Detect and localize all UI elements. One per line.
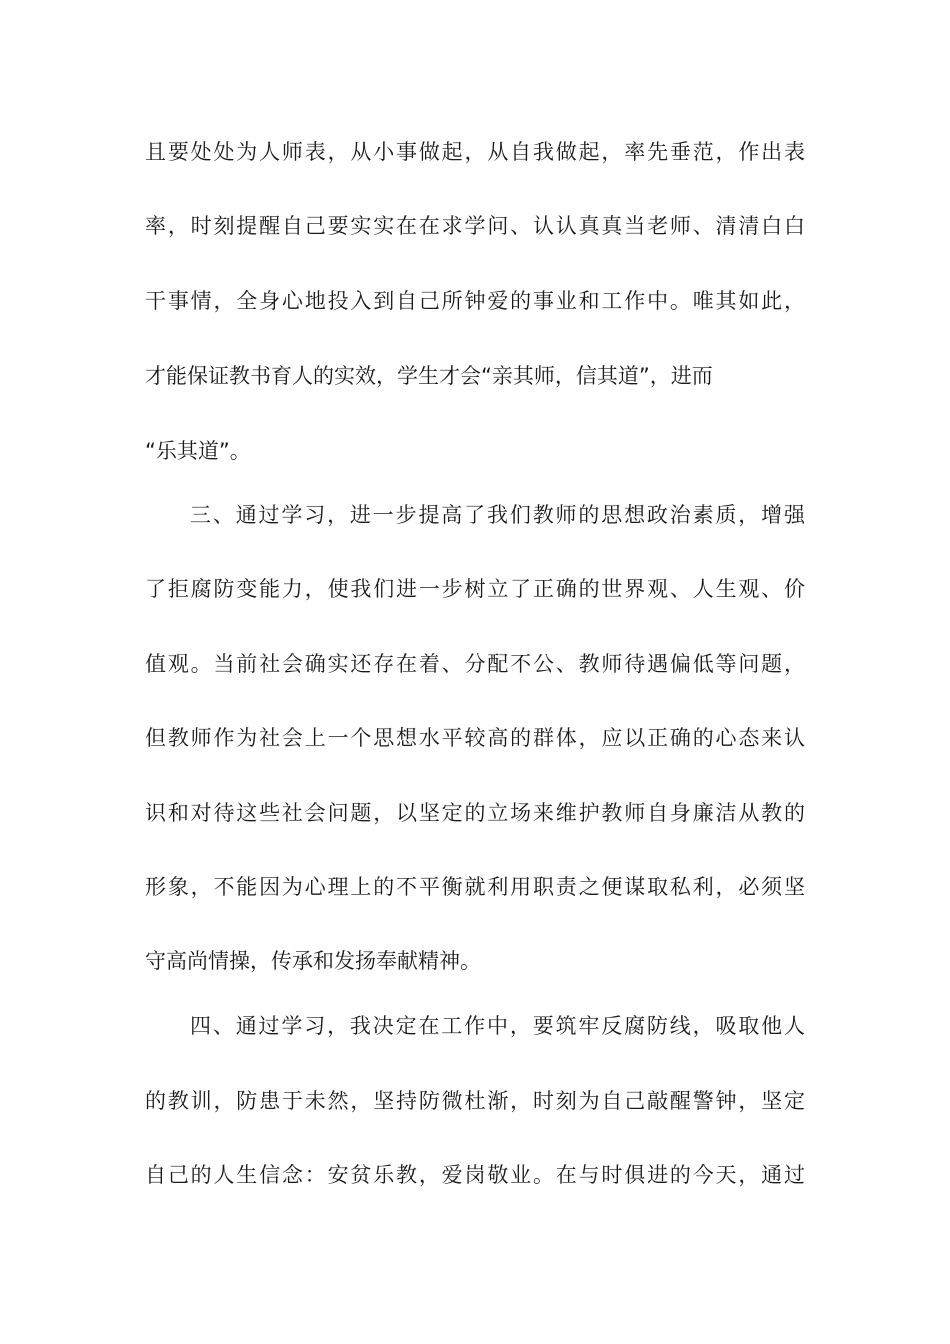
text-line: 了拒腐防变能力，使我们进一步树立了正确的世界观、人生观、价 <box>145 577 805 601</box>
text-line: “乐其道”。 <box>145 439 251 463</box>
text-line: 的教训，防患于未然，坚持防微杜渐，时刻为自己敲醒警钟，坚定 <box>145 1089 805 1113</box>
text-line: 值观。当前社会确实还存在着、分配不公、教师待遇偏低等问题， <box>145 652 805 676</box>
text-line: 干事情，全身心地投入到自己所钟爱的事业和工作中。唯其如此， <box>145 289 805 313</box>
paragraph-first-line: 三、通过学习，进一步提高了我们教师的思想政治素质，增强 <box>190 503 805 527</box>
text-line: 自己的人生信念：安贫乐教，爱岗敬业。在与时俱进的今天，通过 <box>145 1163 805 1187</box>
paragraph-first-line: 四、通过学习，我决定在工作中，要筑牢反腐防线，吸取他人 <box>190 1014 805 1038</box>
text-line: 才能保证教书育人的实效，学生才会“亲其师，信其道”，进而 <box>145 364 713 388</box>
text-line: 守高尚情操，传承和发扬奉献精神。 <box>145 949 481 973</box>
text-line: 识和对待这些社会问题，以坚定的立场来维护教师自身廉洁从教的 <box>145 801 805 825</box>
text-line: 且要处处为人师表，从小事做起，从自我做起，率先垂范，作出表 <box>145 140 805 164</box>
text-line: 率，时刻提醒自己要实实在在求学问、认认真真当老师、清清白白 <box>145 214 805 238</box>
text-line: 但教师作为社会上一个思想水平较高的群体，应以正确的心态来认 <box>145 726 805 750</box>
text-line: 形象，不能因为心理上的不平衡就利用职责之便谋取私利，必须坚 <box>145 875 805 899</box>
